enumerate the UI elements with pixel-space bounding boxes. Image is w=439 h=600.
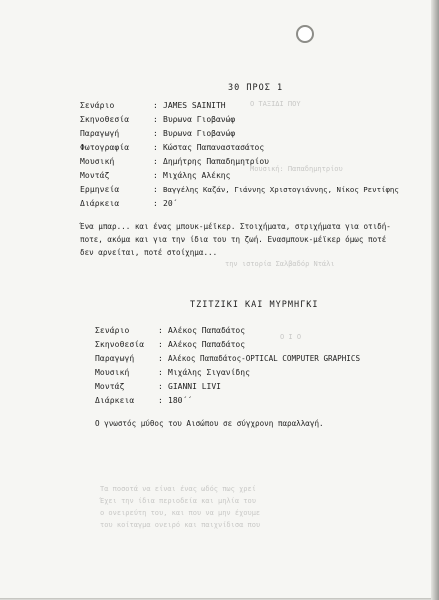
credit-value: Βαγγέλης Καζάν, Γιάννης Χριστογιάννης, Νίκος Ρεντίφης — [163, 185, 399, 194]
synopsis-line: ποτε, ακόμα και για την ίδια του τη ζωή. Ενασμπουκ-μέϊκερ όμως ποτέ — [80, 235, 387, 244]
bleed-through-text: την ιστορία Σαλβαδόρ Ντάλι — [225, 260, 335, 268]
synopsis-line: Ο γνωστός μύθος του Αισώπου σε σύγχρονη παραλλαγή. — [95, 419, 324, 428]
bleed-through-text: ο ονειρεύτη του, και που να μην έχουμε — [100, 509, 261, 517]
section2-heading: ΤΖΙΤΖΙΚΙ ΚΑΙ ΜΥΡΜΗΓΚΙ — [190, 300, 319, 310]
colon: : — [153, 157, 158, 166]
credit-value: Βυρωνα Γιοβανώφ — [163, 129, 236, 138]
colon: : — [153, 199, 158, 208]
section1-heading: 30 ΠΡΟΣ 1 — [228, 83, 284, 93]
credit-label: Φωτογραφία — [80, 143, 130, 152]
bleed-through-text: Ο Ι Ο — [280, 333, 302, 341]
credit-label: Διάρκεια — [95, 396, 135, 405]
credit-value: Αλέκος Παπαδάτος — [168, 340, 246, 349]
credit-value: Αλέκος Παπαδάτος-OPTICAL COMPUTER GRAPHICS — [168, 354, 361, 363]
bleed-through-text: Τα ποσοτά να είναι ένας ωδός πως χρεί — [100, 485, 256, 493]
scan-edge-shadow — [431, 0, 439, 600]
credit-label: Ερμηνεία — [80, 185, 120, 194]
colon: : — [153, 101, 158, 110]
colon: : — [158, 368, 163, 377]
credit-value: Κώστας Παπαναστασάτος — [163, 143, 265, 152]
colon: : — [153, 185, 158, 194]
credit-label: Παραγωγή — [95, 354, 135, 363]
colon: : — [153, 115, 158, 124]
colon: : — [153, 143, 158, 152]
colon: : — [153, 171, 158, 180]
credit-label: Διάρκεια — [80, 199, 120, 208]
colon: : — [158, 354, 163, 363]
credit-value: Αλέκος Παπαδάτος — [168, 326, 246, 335]
bleed-through-text: Μουσική: Παπαδημητρίου — [250, 165, 343, 173]
credit-value: JAMES SAINITH — [163, 101, 226, 110]
credit-label: Σενάριο — [80, 101, 115, 110]
credit-label: Σκηνοθεσία — [95, 340, 145, 349]
bleed-through-text: Έχει την ίδια περιοδεία και μηλία του — [100, 497, 256, 505]
credit-value: 20΄ — [163, 199, 178, 208]
credit-label: Μοντάζ — [80, 171, 110, 180]
credit-value: Βυρωνα Γιοβανώφ — [163, 115, 236, 124]
credit-label: Παραγωγή — [80, 129, 120, 138]
credit-label: Μουσική — [80, 157, 115, 166]
credit-value: 180΄΄ — [168, 396, 193, 405]
bleed-through-text: του κοίταγμα ονειρό και παιχνίδισα που — [100, 521, 261, 529]
credit-label: Μουσική — [95, 368, 130, 377]
synopsis-line: δεν αρνείται, ποτέ στοίχημα... — [80, 248, 218, 257]
credit-label: Σενάριο — [95, 326, 130, 335]
credit-label: Μοντάζ — [95, 382, 125, 391]
colon: : — [158, 340, 163, 349]
credit-label: Σκηνοθεσία — [80, 115, 130, 124]
credit-value: Μιχάλης Σιγανίδης — [168, 368, 250, 377]
colon: : — [158, 326, 163, 335]
colon: : — [153, 129, 158, 138]
credit-value: Δημήτρης Παπαδημητρίου — [163, 157, 269, 166]
punch-hole — [296, 25, 314, 43]
credit-value: GIANNI LIVI — [168, 382, 221, 391]
credit-value: Μιχάλης Αλέκης — [163, 171, 231, 180]
colon: : — [158, 382, 163, 391]
synopsis-line: Ένα μπαρ... και ένας μπουκ-μέϊκερ. Στοιχήματα, στριχήματα για οτιδή- — [80, 222, 391, 231]
colon: : — [158, 396, 163, 405]
bleed-through-text: Ο ΤΑΞΙΔΙ ΠΟΥ — [250, 100, 301, 108]
